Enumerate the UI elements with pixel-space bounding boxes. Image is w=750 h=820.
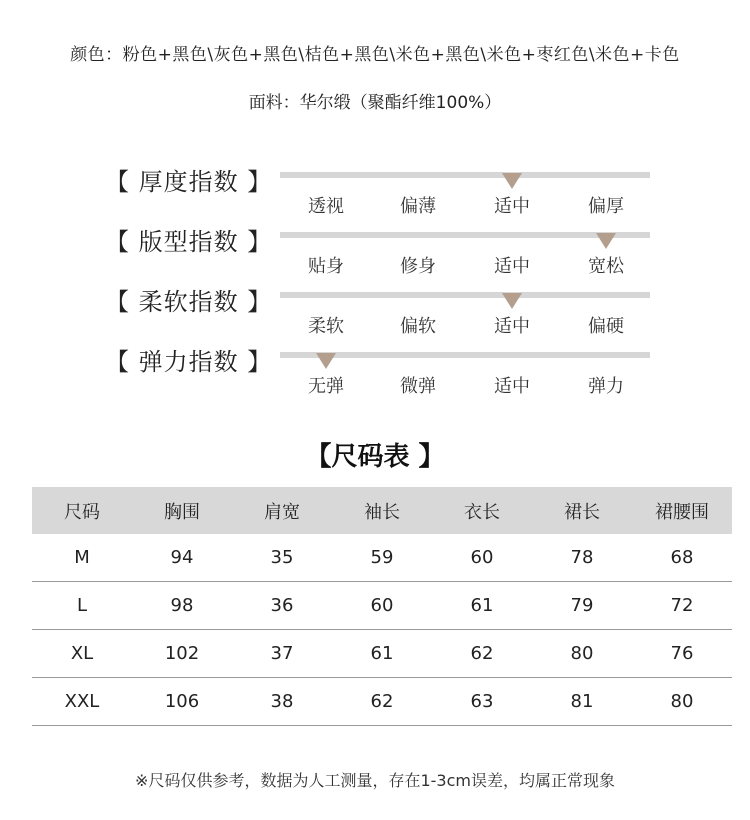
table-cell: 72 [632,582,732,630]
table-header: 衣长 [432,487,532,534]
metric-thickness [0,166,750,226]
metric-option: 弹力 [588,376,624,397]
table-row [32,630,732,678]
table-cell: 63 [432,678,532,726]
metric-marker-icon [596,233,616,249]
table-cell: 38 [232,678,332,726]
color-options-text: 颜色：粉色+黑色\灰色+黑色\桔色+黑色\米色+黑色\米色+枣红色\米色+卡色 [70,45,680,65]
metric-option: 透视 [308,196,344,217]
metric-option: 修身 [400,256,436,277]
table-cell: 36 [232,582,332,630]
table-cell: 60 [332,582,432,630]
table-cell: XXL [32,678,132,726]
table-row [32,582,732,630]
table-cell: 68 [632,534,732,582]
metric-option: 适中 [494,256,530,277]
table-cell: 35 [232,534,332,582]
table-cell: 94 [132,534,232,582]
table-cell: XL [32,630,132,678]
metric-option: 偏薄 [400,196,436,217]
metric-marker-icon [502,293,522,309]
metric-softness [0,286,750,346]
table-cell: 79 [532,582,632,630]
table-header: 胸围 [132,487,232,534]
table-header: 裙腰围 [632,487,732,534]
fabric-text: 面料：华尔缎（聚酯纤维100%） [248,93,502,113]
metric-option: 柔软 [308,316,344,337]
table-cell: L [32,582,132,630]
metric-scale-bar [280,292,650,298]
table-cell: 62 [432,630,532,678]
metric-option: 适中 [494,196,530,217]
table-header: 肩宽 [232,487,332,534]
table-row [32,678,732,726]
disclaimer-note: ※尺码仅供参考，数据为人工测量，存在1-3cm误差，均属正常现象 [135,771,615,790]
table-cell: 62 [332,678,432,726]
table-cell: 37 [232,630,332,678]
table-header: 裙长 [532,487,632,534]
metric-option: 贴身 [308,256,344,277]
table-cell: 61 [432,582,532,630]
table-cell: 60 [432,534,532,582]
metric-option: 无弹 [308,376,344,397]
metric-option: 适中 [494,376,530,397]
table-cell: 106 [132,678,232,726]
table-cell: 98 [132,582,232,630]
table-header: 尺码 [32,487,132,534]
metric-fit [0,226,750,286]
table-cell: M [32,534,132,582]
table-cell: 102 [132,630,232,678]
table-cell: 59 [332,534,432,582]
table-cell: 81 [532,678,632,726]
table-cell: 76 [632,630,732,678]
metric-elasticity [0,346,750,406]
table-cell: 78 [532,534,632,582]
table-header-row [32,487,732,534]
size-table-title: 【尺码表 】 [305,442,445,472]
table-row [32,534,732,582]
metric-label: 【 版型指数 】 [105,228,273,256]
metric-label: 【 厚度指数 】 [105,168,273,196]
metric-marker-icon [502,173,522,189]
metric-option: 微弹 [400,376,436,397]
table-cell: 80 [532,630,632,678]
metric-scale-bar [280,232,650,238]
metric-marker-icon [316,353,336,369]
table-header: 袖长 [332,487,432,534]
metric-option: 偏软 [400,316,436,337]
metric-option: 偏厚 [588,196,624,217]
metric-option: 偏硬 [588,316,624,337]
size-table [32,487,732,726]
metric-label: 【 弹力指数 】 [105,348,273,376]
metric-scale-bar [280,172,650,178]
metric-option: 适中 [494,316,530,337]
metric-option: 宽松 [588,256,624,277]
table-cell: 80 [632,678,732,726]
metric-label: 【 柔软指数 】 [105,288,273,316]
table-cell: 61 [332,630,432,678]
